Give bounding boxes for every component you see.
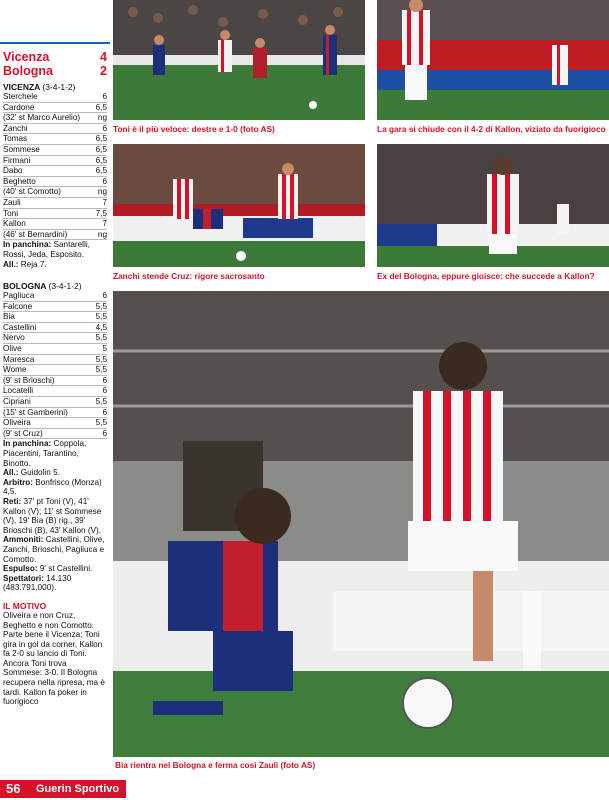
player-rating: 6	[102, 407, 107, 417]
player-rating: 7	[102, 197, 107, 207]
player-row	[3, 124, 107, 135]
motivo-text: Oliveira e non Cruz, Beghetto e non Comotto. Parte bene il Vicenza: Toni gira in gol da corner, Kallon fa 2-0 su lancio di Toni. Ancora Toni trova Sommese: 3-0. Il Bologna recupera nella ripresa, ma è tardi. Kallon fa poker in fuorigioco	[3, 610, 105, 707]
vicenza-coach-label: All.:	[3, 259, 19, 269]
player-name: Firmani	[3, 155, 31, 165]
player-row	[3, 365, 107, 376]
bologna-bench-players: Coppola, Piacentini, Tarantino, Binotto.	[3, 439, 87, 468]
photo-bia-stops-zauli	[113, 291, 609, 757]
booked-list: Castellini, Olive, Zanchi, Brioschi, Pagliuca e Comotto.	[3, 535, 105, 564]
player-row	[3, 198, 107, 209]
player-name: (32' st Marco Aurelio)	[3, 113, 81, 123]
player-rating: 5,5	[95, 333, 107, 343]
home-goals: 4	[100, 50, 107, 64]
booked	[3, 535, 107, 564]
score-home	[3, 50, 107, 64]
booked-label: Ammoniti:	[3, 535, 44, 545]
player-row	[3, 386, 107, 397]
vicenza-bench	[3, 240, 107, 259]
goals	[3, 497, 107, 535]
vicenza-team-name: VICENZA	[3, 82, 40, 92]
player-name: Beghetto	[3, 176, 36, 186]
player-name: Zauli	[3, 197, 21, 207]
caption-photo2: La gara si chiude con il 4-2 di Kallon, viziato da fuorigioco	[377, 124, 606, 134]
player-name: (40' st Comotto)	[3, 187, 61, 197]
player-name: Castellini	[3, 322, 37, 332]
player-rating: ng	[97, 229, 107, 239]
player-rating: 6	[102, 92, 107, 101]
player-row	[3, 397, 107, 408]
caption-photo4: Ex del Bologna, eppure gioisce: che succede a Kallon?	[377, 271, 595, 281]
player-rating: 6,5	[95, 155, 107, 165]
player-rating: ng	[97, 187, 107, 197]
player-name: Kallon	[3, 219, 26, 229]
photo-zanchi-foul-image	[113, 144, 365, 267]
player-rating: 6	[102, 428, 107, 438]
referee-label: Arbitro:	[3, 477, 34, 487]
player-rating: 6	[102, 176, 107, 186]
referee	[3, 478, 107, 497]
player-row	[3, 187, 107, 198]
player-rating: ng	[97, 113, 107, 123]
spectators-count: 14.130 (483.791.000).	[3, 573, 72, 593]
bologna-coach-name: Guidolin 5.	[20, 468, 60, 478]
player-row	[3, 134, 107, 145]
away-goals: 2	[100, 64, 107, 78]
vicenza-formation: (3-4-1-2)	[42, 82, 76, 92]
vicenza-bench-label: In panchina:	[3, 240, 52, 250]
player-name: (15' st Gamberini)	[3, 407, 68, 417]
score-away	[3, 64, 107, 78]
player-name: Pagliuca	[3, 291, 35, 301]
player-name: Cardone	[3, 102, 35, 112]
caption-photo3: Zanchi stende Cruz: rigore sacrosanto	[113, 271, 265, 281]
player-name: Falcone	[3, 301, 33, 311]
sent-off-player: 9' st Castellini.	[39, 564, 93, 574]
player-rating: 6,5	[95, 144, 107, 154]
home-team: Vicenza	[3, 50, 50, 64]
photo-toni-goal	[113, 0, 365, 120]
player-row	[3, 333, 107, 344]
player-name: Sterchele	[3, 92, 38, 101]
player-row	[3, 166, 107, 177]
player-rating: 6,5	[95, 102, 107, 112]
player-name: Locatelli	[3, 386, 34, 396]
bologna-player-list	[3, 291, 107, 439]
goals-list: 37' pt Toni (V), 41' Kallon (V); 11' st Sommese (V), 19' Bia (B) rig., 39' Brioschi (B), 43' Kallon (V).	[3, 496, 102, 535]
vicenza-player-list	[3, 92, 107, 240]
bologna-coach	[3, 468, 107, 478]
photo-zanchi-foul	[113, 144, 365, 267]
vicenza-bench-players: Santarelli, Rossi, Jeda, Esposito.	[3, 240, 90, 259]
player-row	[3, 156, 107, 167]
photo-bia-stops-zauli-image	[113, 291, 609, 757]
scoreline	[3, 50, 107, 78]
bologna-heading	[3, 281, 107, 291]
player-rating: 6	[102, 291, 107, 301]
player-row	[3, 103, 107, 114]
player-rating: 6,5	[95, 166, 107, 176]
player-row	[3, 312, 107, 323]
goals-label: Reti:	[3, 496, 22, 506]
away-team: Bologna	[3, 64, 53, 78]
bologna-bench-label: In panchina:	[3, 439, 52, 449]
player-rating: 6,5	[95, 134, 107, 144]
player-row	[3, 376, 107, 387]
player-name: Nervo	[3, 333, 25, 343]
player-row	[3, 302, 107, 313]
vicenza-heading	[3, 82, 107, 92]
magazine-name: Guerin Sportivo	[36, 783, 120, 795]
spectators	[3, 574, 107, 593]
bologna-team-name: BOLOGNA	[3, 281, 47, 292]
player-row	[3, 92, 107, 103]
player-name: (9' st Cruz)	[3, 428, 43, 438]
bologna-formation: (3-4-1-2)	[48, 281, 82, 292]
player-name: Dabo	[3, 166, 23, 176]
player-name: Tomas	[3, 134, 28, 144]
player-name: Oliveira	[3, 418, 31, 428]
sent-off	[3, 564, 107, 574]
player-row	[3, 344, 107, 355]
photo-toni-goal-image	[113, 0, 365, 120]
player-row	[3, 323, 107, 334]
player-rating: 6	[102, 123, 107, 133]
player-name: Bia	[3, 312, 15, 322]
player-name: Zanchi	[3, 123, 28, 133]
player-row	[3, 418, 107, 429]
player-row	[3, 113, 107, 124]
player-rating: 5,5	[95, 312, 107, 322]
player-rating: 5,5	[95, 301, 107, 311]
photo-kallon-celebrates-image	[377, 144, 609, 267]
player-name: Wome	[3, 365, 27, 375]
player-row	[3, 291, 107, 302]
caption-photo1: Toni è il più veloce: destre e 1-0 (foto AS)	[113, 124, 275, 134]
player-rating: 4,5	[95, 322, 107, 332]
match-report-sidebar	[0, 0, 110, 778]
bologna-coach-label: All.:	[3, 468, 19, 478]
player-rating: 5	[102, 344, 107, 354]
player-name: Cipriani	[3, 397, 31, 407]
spectators-label: Spettatori:	[3, 573, 44, 583]
photo-kallon-celebrates	[377, 144, 609, 267]
player-name: (46' st Bernardini)	[3, 229, 68, 239]
player-row	[3, 145, 107, 156]
photo-kallon-goal-image	[377, 0, 609, 120]
vicenza-coach-name: Reja 7.	[20, 259, 47, 269]
player-name: Maresca	[3, 354, 35, 364]
player-name: (9' st Brioschi)	[3, 375, 55, 385]
player-rating: 5,5	[95, 354, 107, 364]
sent-off-label: Espulso:	[3, 564, 38, 574]
motivo-title: IL MOTIVO	[3, 600, 47, 611]
player-name: Toni	[3, 208, 19, 218]
vicenza-coach	[3, 260, 107, 270]
player-row	[3, 355, 107, 366]
player-name: Sommese	[3, 144, 40, 154]
player-name: Olive	[3, 344, 22, 354]
page-footer	[0, 780, 609, 800]
player-rating: 5,5	[95, 397, 107, 407]
player-row	[3, 219, 107, 230]
photo-kallon-goal	[377, 0, 609, 120]
player-rating: 5,5	[95, 418, 107, 428]
player-rating: 7,5	[95, 208, 107, 218]
player-rating: 6	[102, 375, 107, 385]
referee-name: Bonfrisco (Monza) 4,5.	[3, 477, 102, 497]
bologna-bench	[3, 439, 107, 468]
player-row	[3, 209, 107, 220]
player-rating: 5,5	[95, 365, 107, 375]
player-row	[3, 408, 107, 419]
player-rating: 6	[102, 386, 107, 396]
player-row	[3, 177, 107, 188]
caption-photo5: Bia rientra nel Bologna e ferma così Zauli (foto AS)	[115, 760, 316, 770]
page-number: 56	[6, 781, 21, 796]
player-row	[3, 429, 107, 440]
player-rating: 7	[102, 219, 107, 229]
player-row	[3, 230, 107, 241]
